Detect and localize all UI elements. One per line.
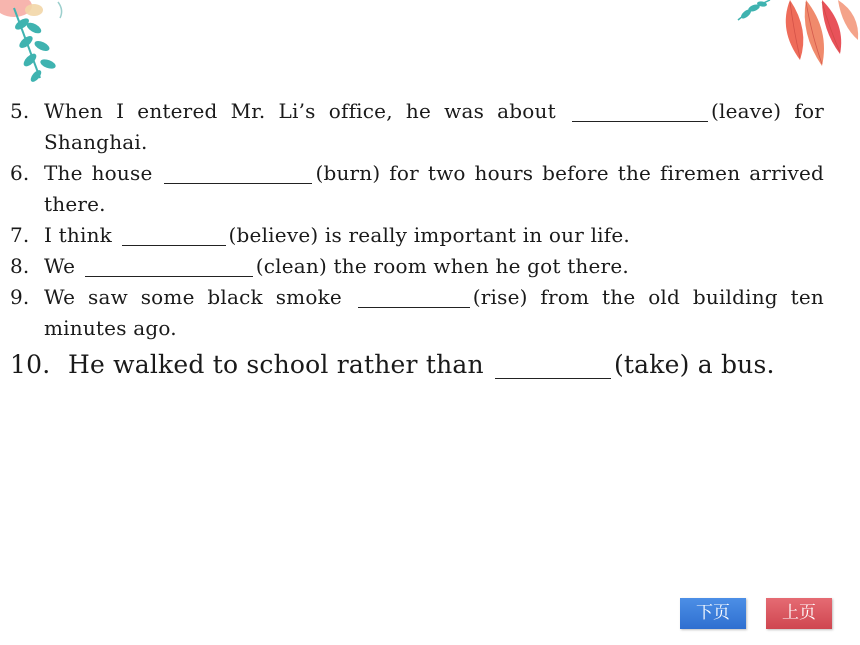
exercise-text [44,158,824,220]
exercise-hint: (take) a bus. [613,350,775,379]
answer-blank[interactable] [122,225,226,246]
exercise-number: 6. [10,161,30,185]
answer-blank[interactable] [164,163,312,184]
exercise-text [44,282,824,344]
previous-page-button[interactable]: 上页 [766,598,832,629]
exercise-text [44,96,824,158]
exercise-prompt: When I entered Mr. Li’s office, he was about [44,99,556,123]
answer-blank[interactable] [572,101,708,122]
exercise-text [44,251,824,282]
exercise-number: 7. [10,223,30,247]
exercise-number: 9. [10,285,30,309]
exercise-prompt: We [44,254,76,278]
exercise-hint: (burn) for two hours before the firemen arrived there. [44,161,824,216]
exercise-item-5 [10,96,824,158]
exercise-item-9 [10,282,824,344]
exercise-text [44,220,824,251]
exercise-number: 8. [10,254,30,278]
exercise-hint: (clean) the room when he got there. [255,254,629,278]
exercise-hint: (believe) is really important in our life. [228,223,630,247]
exercise-prompt: The house [44,161,153,185]
floral-decoration-left-icon [0,0,90,95]
exercise-hint: (leave) for Shanghai. [44,99,824,154]
answer-blank[interactable] [85,256,253,277]
next-page-button[interactable]: 下页 [680,598,746,629]
floral-decoration-right-icon [730,0,860,80]
exercise-prompt: We saw some black smoke [44,285,342,309]
exercise-item-10 [10,348,824,382]
exercise-text [68,348,824,382]
exercise-number: 10. [10,350,51,379]
exercise-prompt: He walked to school rather than [68,350,484,379]
exercise-item-6 [10,158,824,220]
exercise-item-7 [10,220,824,251]
exercise-item-8 [10,251,824,282]
exercise-number: 5. [10,99,30,123]
answer-blank[interactable] [358,287,470,308]
exercise-list [10,96,824,382]
exercise-hint: (rise) from the old building ten minutes ago. [44,285,824,340]
answer-blank[interactable] [495,352,611,379]
exercise-prompt: I think [44,223,112,247]
